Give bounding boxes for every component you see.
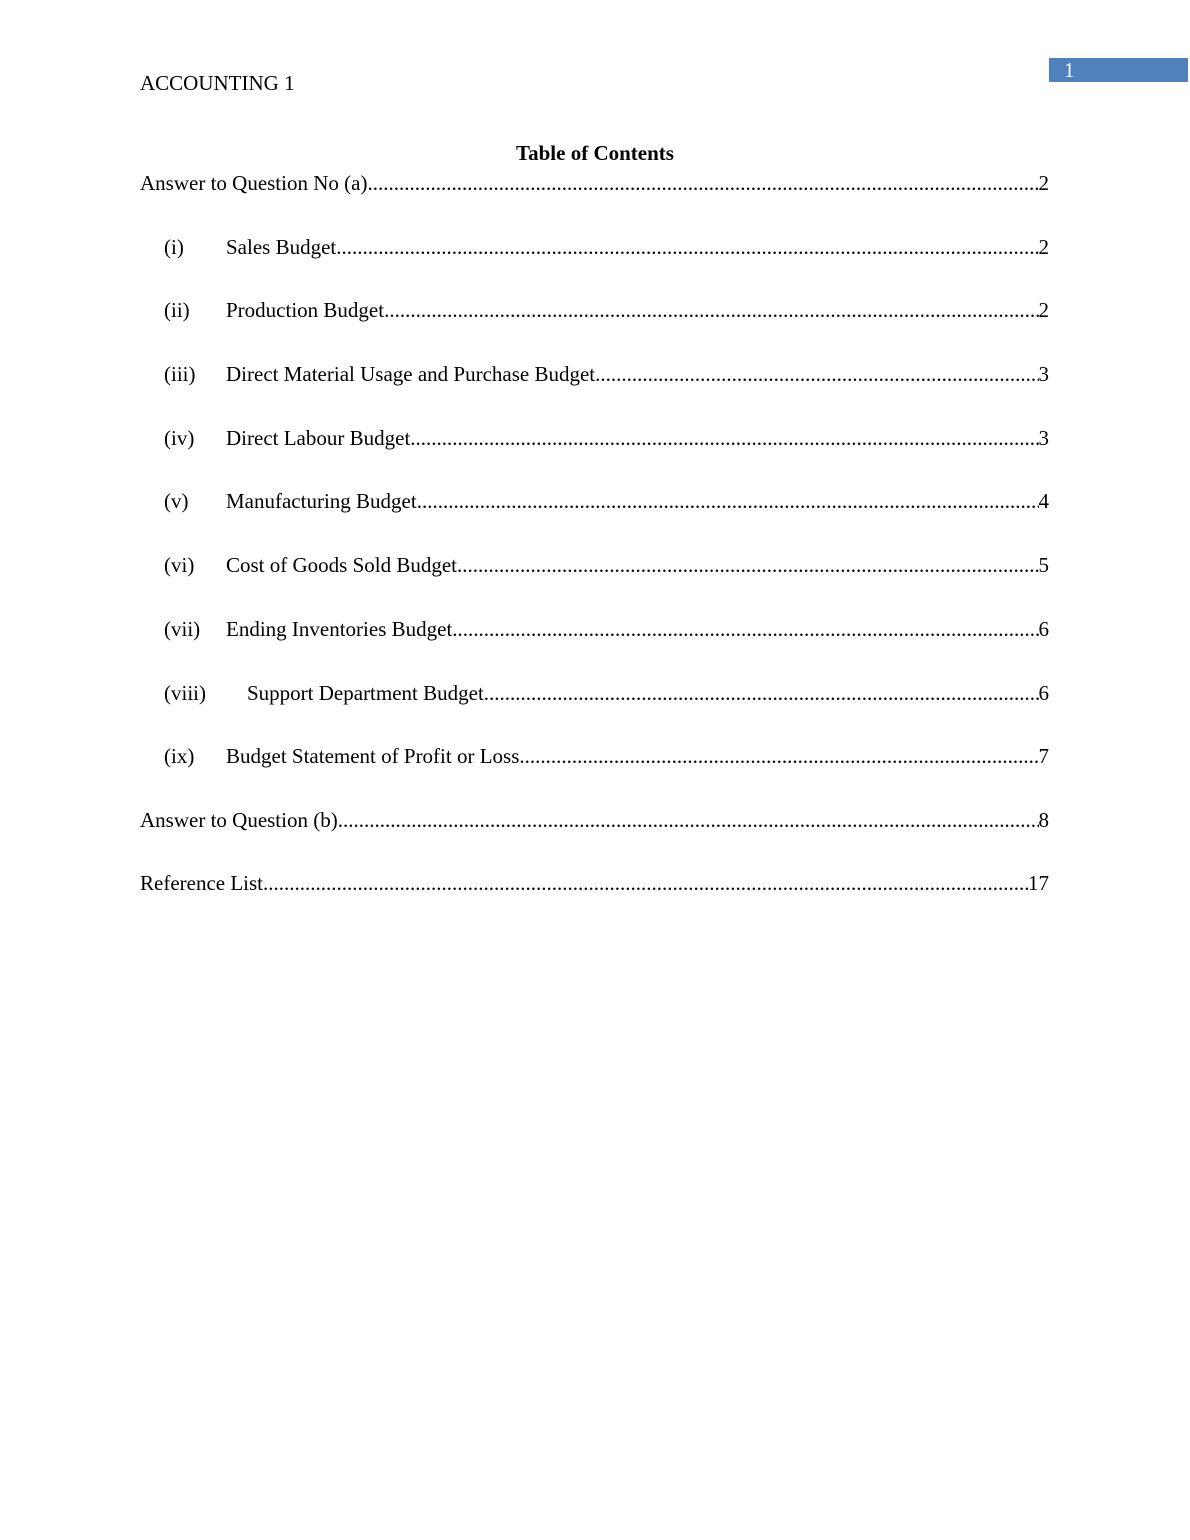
toc-entry-label: Answer to Question No (a): [140, 171, 368, 195]
toc-entry-label: Cost of Goods Sold Budget: [226, 553, 458, 577]
toc-entry-direct-labour-budget[interactable]: [140, 425, 1049, 451]
toc-entry-page: 3: [1038, 426, 1049, 450]
toc-dot-leader: [595, 361, 1038, 387]
page-number: 1: [1049, 58, 1188, 82]
toc-entry-number: (ii): [164, 298, 190, 322]
toc-entry-label: Manufacturing Budget: [226, 489, 417, 513]
toc-entry-page: 7: [1038, 744, 1049, 768]
toc-entry-page: 2: [1038, 298, 1049, 322]
toc-entry-number: (iii): [164, 362, 196, 386]
toc-entry-page: 6: [1038, 617, 1049, 641]
toc-entry-page: 4: [1038, 489, 1049, 513]
toc-dot-leader: [263, 870, 1028, 896]
toc-dot-leader: [484, 680, 1039, 706]
toc-entry-number: (vi): [164, 553, 195, 577]
toc-entry-manufacturing-budget[interactable]: [140, 488, 1049, 514]
toc-dot-leader: [452, 616, 1038, 642]
toc-dot-leader: [519, 743, 1038, 769]
toc-entry-page: 2: [1038, 171, 1049, 195]
toc-entry-label: Support Department Budget: [247, 681, 484, 705]
toc-entry-reference-list[interactable]: [140, 870, 1049, 896]
toc-entry-page: 3: [1038, 362, 1049, 386]
toc-entry-page: 8: [1038, 808, 1049, 832]
toc-entry-label: Ending Inventories Budget: [226, 617, 453, 641]
toc-entry-page: 5: [1038, 553, 1049, 577]
toc-entry-label: Production Budget: [226, 298, 385, 322]
toc-entry-cogs-budget[interactable]: [140, 552, 1049, 578]
toc-entry-number: (iv): [164, 426, 195, 450]
toc-title: Table of Contents: [516, 141, 674, 165]
toc-entry-answer-b[interactable]: [140, 807, 1049, 833]
toc-entry-production-budget[interactable]: [140, 297, 1049, 323]
toc-entry-answer-a[interactable]: [140, 170, 1049, 196]
toc-entry-direct-material-budget[interactable]: [140, 361, 1049, 387]
toc-dot-leader: [417, 488, 1039, 514]
running-head: ACCOUNTING 1: [140, 71, 295, 95]
toc-entry-label: Budget Statement of Profit or Loss: [226, 744, 520, 768]
toc-entry-number: (vii): [164, 617, 201, 641]
toc-entry-label: Direct Material Usage and Purchase Budget: [226, 362, 596, 386]
toc-dot-leader: [338, 807, 1039, 833]
toc-entry-number: (v): [164, 489, 189, 513]
toc-dot-leader: [367, 170, 1038, 196]
toc-entry-profit-loss-budget[interactable]: [140, 743, 1049, 769]
toc-dot-leader: [457, 552, 1038, 578]
toc-entry-page: 17: [1028, 871, 1049, 895]
toc-dot-leader: [336, 234, 1038, 260]
toc-entry-number: (viii): [164, 681, 206, 705]
toc-entry-support-department-budget[interactable]: [140, 680, 1049, 706]
toc-entry-page: 2: [1038, 235, 1049, 259]
toc-entry-page: 6: [1038, 681, 1049, 705]
toc-entry-number: (ix): [164, 744, 195, 768]
toc-entry-label: Answer to Question (b): [140, 808, 338, 832]
toc-dot-leader: [410, 425, 1038, 451]
toc-entry-label: Reference List: [140, 871, 264, 895]
toc-dot-leader: [384, 297, 1038, 323]
toc-entry-label: Sales Budget: [226, 235, 337, 259]
toc-entry-number: (i): [164, 235, 184, 259]
toc-entry-label: Direct Labour Budget: [226, 426, 411, 450]
toc-entry-sales-budget[interactable]: [140, 234, 1049, 260]
toc-entry-ending-inventories-budget[interactable]: [140, 616, 1049, 642]
